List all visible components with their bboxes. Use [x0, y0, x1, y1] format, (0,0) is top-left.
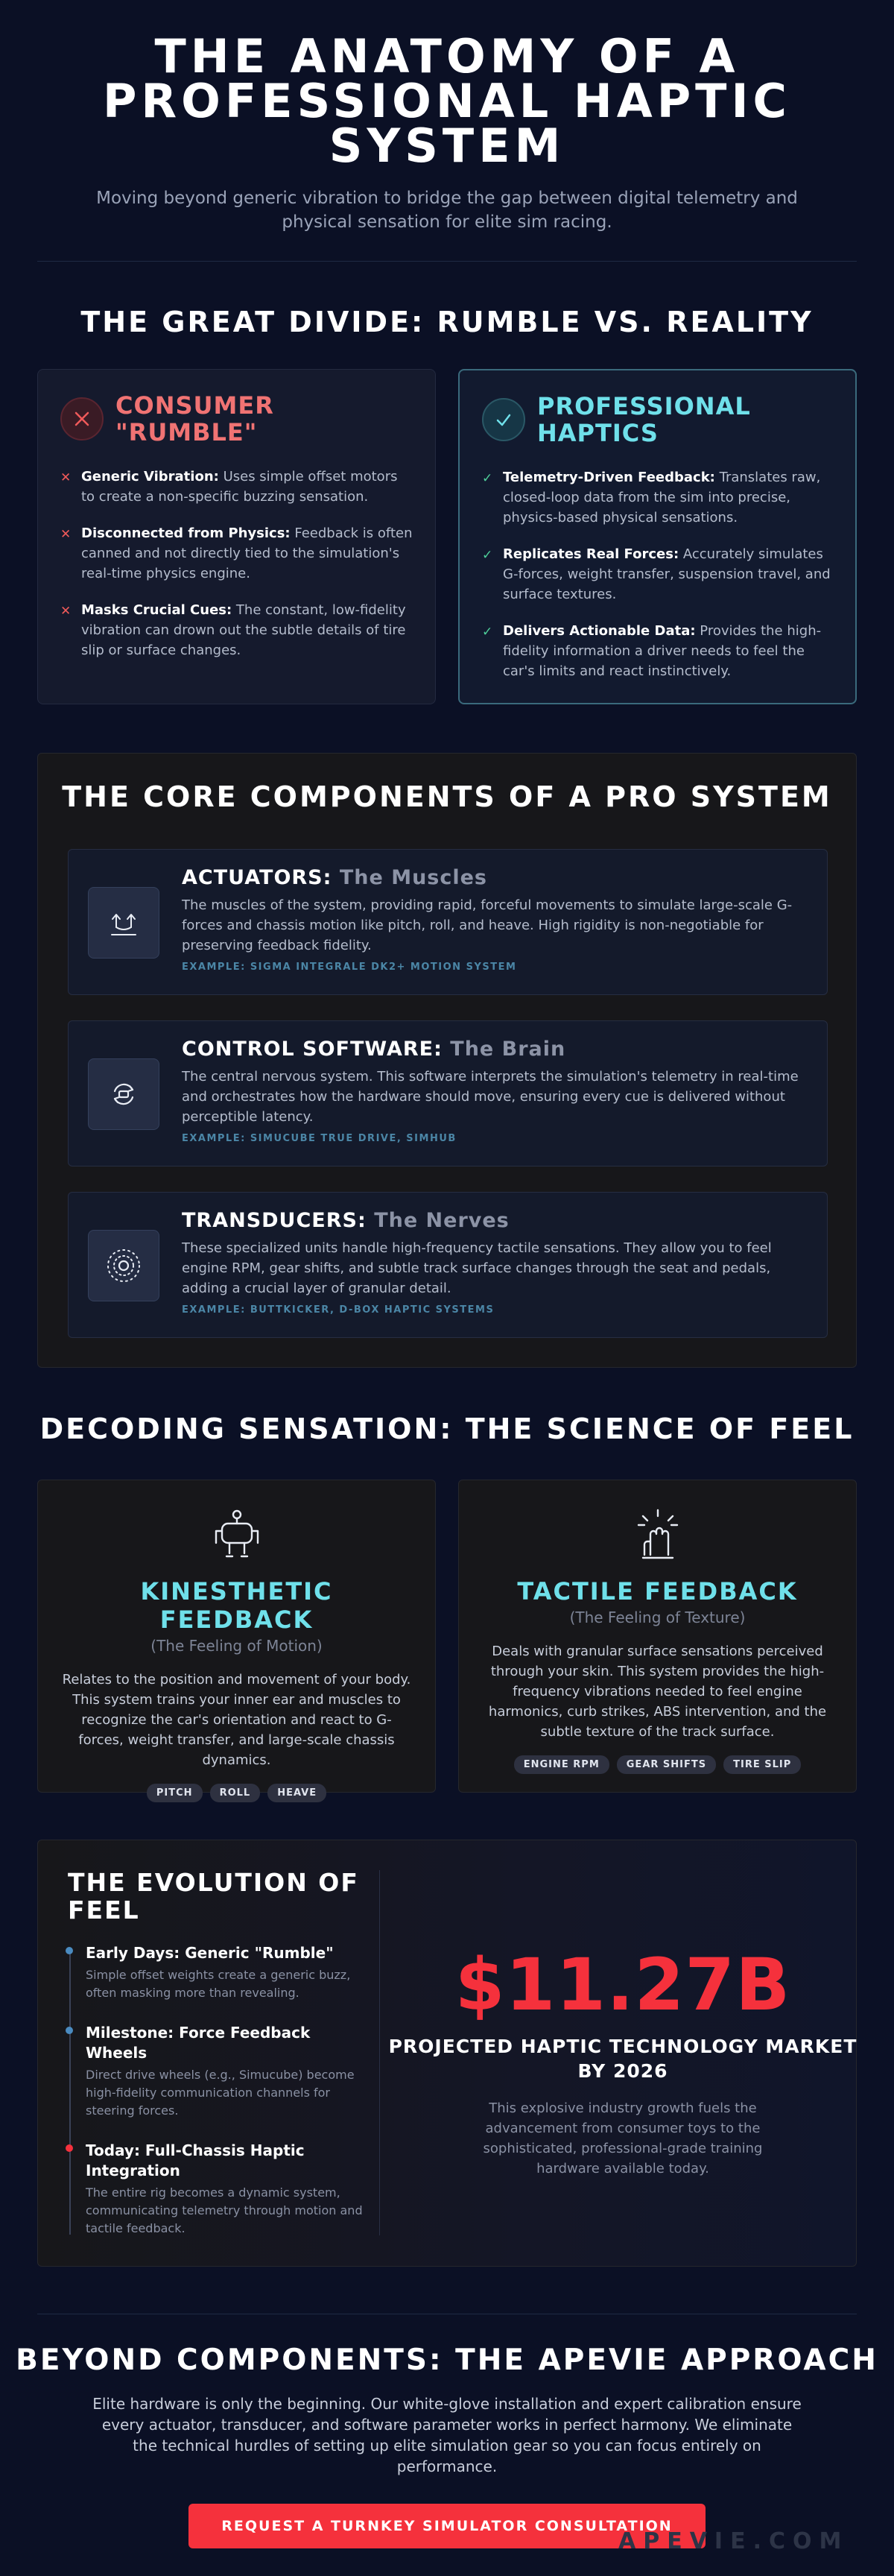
divider: [37, 261, 857, 262]
consultation-cta-button[interactable]: REQUEST A TURNKEY SIMULATOR CONSULTATION: [188, 2504, 705, 2548]
feel-card-title: TACTILE FEEDBACK: [517, 1577, 798, 1606]
component-example: EXAMPLE: BUTTKICKER, D-BOX HAPTIC SYSTEMS: [182, 1304, 495, 1316]
feel-card-title: KINESTHETIC FEEDBACK: [140, 1577, 333, 1634]
list-item: ✕ Disconnected from Physics: Feedback is often canned and not directly tied to the simulation's real-time physics engine.: [60, 525, 413, 581]
hero: [0, 0, 894, 262]
tag-list: [483, 1755, 832, 1774]
consumer-list: [60, 467, 413, 660]
page-subtitle: Moving beyond generic vibration to bridge the gap between digital telemetry and physical sensation for elite sim racing.: [96, 189, 798, 232]
evolution-title: THE EVOLUTION OF FEEL: [68, 1868, 359, 1925]
timeline-step: [86, 1943, 373, 2002]
feel-card-subtitle: (The Feeling of Motion): [150, 1637, 323, 1655]
kinesthetic-card: [37, 1480, 436, 1799]
list-item: ✕ Masks Crucial Cues: The constant, low-fidelity vibration can drown out the subtle details of tire slip or surface changes.: [60, 602, 406, 658]
x-mark-icon: ✕: [60, 604, 72, 619]
consumer-card-header: [60, 392, 413, 446]
feel-card-description: Relates to the position and movement of your body. This system trains your inner ear and muscles to recognize the car's orientation and react to G-forces, weight transfer, and large-scale chassis dynamics.: [62, 1672, 411, 1768]
control-software-body: [182, 1038, 808, 1144]
list-item: ✓ Telemetry-Driven Feedback: Translates raw, closed-loop data from the sim into precise, physics-based physical sensations.: [482, 470, 821, 525]
step-description: Direct drive wheels (e.g., Simucube) become high-fidelity communication channels for steering forces.: [86, 2068, 355, 2118]
divide-cards: [37, 369, 857, 704]
market-stat-panel: [388, 1840, 857, 2267]
check-mark-icon: ✓: [482, 625, 493, 640]
consumer-rumble-card: [37, 369, 436, 704]
beyond-section: [0, 2343, 894, 2548]
market-stat-description: This explosive industry growth fuels the advancement from consumer toys to the sophisticated, professional-grade training hardware available today.: [483, 2100, 763, 2176]
timeline-step: [86, 2023, 373, 2120]
feel-card-subtitle: (The Feeling of Texture): [569, 1609, 746, 1626]
timeline-dot: [66, 2144, 73, 2152]
vibration-icon: [88, 1230, 159, 1301]
market-stat-value: $11.27B: [454, 1943, 791, 2027]
transducers-body: [182, 1209, 808, 1316]
divide-title: THE GREAT DIVIDE: RUMBLE VS. REALITY: [80, 306, 814, 338]
core-title: THE CORE COMPONENTS OF A PRO SYSTEM: [62, 780, 832, 813]
check-icon: [482, 398, 525, 441]
component-title: ACTUATORS: The Muscles: [182, 866, 487, 889]
consumer-card-title: CONSUMER "RUMBLE": [115, 391, 274, 446]
feel-card-description: Deals with granular surface sensations perceived through your skin. This system provides the high-frequency vibrations needed to feel engine harmonics, curb strikes, ABS intervention, and the subtle texture of the track surface.: [488, 1644, 827, 1740]
page-title: THE ANATOMY OF A PROFESSIONAL HAPTIC SYSTEM: [102, 29, 792, 173]
actuators-card: [68, 849, 828, 995]
timeline-dot: [66, 2027, 73, 2034]
actuator-icon: [88, 887, 159, 959]
market-stat-label: PROJECTED HAPTIC TECHNOLOGY MARKET BY 2026: [388, 2036, 857, 2082]
robot-icon: [207, 1507, 267, 1562]
component-title: CONTROL SOFTWARE: The Brain: [182, 1038, 566, 1061]
component-title: TRANSDUCERS: The Nerves: [182, 1209, 510, 1232]
x-mark-icon: ✕: [60, 527, 72, 542]
tag: TIRE SLIP: [723, 1755, 801, 1774]
timeline-line: [69, 1948, 71, 2235]
x-mark-icon: ✕: [60, 470, 72, 485]
list-item: ✓ Replicates Real Forces: Accurately simulates G-forces, weight transfer, suspension travel, and surface textures.: [482, 546, 831, 602]
component-example: EXAMPLE: SIGMA INTEGRALE DK2+ MOTION SYSTEM: [182, 962, 517, 973]
component-description: These specialized units handle high-frequency tactile sensations. They allow you to feel engine RPM, gear shifts, and subtle track surface changes through the seat and pedals, adding a crucial layer of granular detail.: [182, 1240, 772, 1296]
evolution-section: [37, 1840, 857, 2267]
tag: PITCH: [147, 1784, 203, 1802]
science-title: DECODING SENSATION: THE SCIENCE OF FEEL: [39, 1412, 855, 1445]
beyond-title: BEYOND COMPONENTS: THE APEVIE APPROACH: [16, 2343, 878, 2377]
step-title: Early Days: Generic "Rumble": [86, 1944, 334, 1962]
sync-icon: [88, 1058, 159, 1130]
transducers-card: [68, 1192, 828, 1338]
x-icon: [60, 397, 104, 441]
timeline-step: [86, 2141, 373, 2238]
beyond-description: Elite hardware is only the beginning. Our white-glove installation and expert calibration ensure every actuator, transducer, and software parameter works in perfect harmony. We eliminate the technical hurdles of setting up elite simulation gear so you can focus entirely on performance.: [92, 2395, 802, 2475]
touch-icon: [628, 1507, 688, 1562]
divide-section: [0, 306, 894, 679]
tag: HEAVE: [267, 1784, 326, 1802]
tactile-card: [458, 1480, 857, 1793]
professional-haptics-card: [458, 369, 857, 704]
timeline-dot: [66, 1947, 73, 1954]
tag: ENGINE RPM: [514, 1755, 609, 1774]
list-item: ✕ Generic Vibration: Uses simple offset motors to create a non-specific buzzing sensation.: [60, 469, 398, 505]
tag: GEAR SHIFTS: [617, 1755, 716, 1774]
tag-list: [62, 1784, 411, 1802]
check-mark-icon: ✓: [482, 471, 493, 486]
step-description: The entire rig becomes a dynamic system, communicating telemetry through motion and tactile feedback.: [86, 2185, 363, 2235]
check-mark-icon: ✓: [482, 548, 493, 563]
timeline: [68, 1943, 373, 2238]
component-example: EXAMPLE: SIMUCUBE TRUE DRIVE, SIMHUB: [182, 1133, 457, 1144]
control-software-card: [68, 1020, 828, 1167]
pro-card-title: PROFESSIONAL HAPTICS: [537, 392, 751, 447]
component-description: The muscles of the system, providing rapid, forceful movements to simulate large-scale G-forces and chassis motion like pitch, roll, and heave. High rigidity is non-negotiable for preserving feedback fidelity.: [182, 897, 793, 953]
pro-list: [482, 467, 833, 681]
step-title: Milestone: Force Feedback Wheels: [86, 2024, 311, 2062]
evolution-timeline-panel: [68, 1869, 373, 2258]
evolution-divider: [379, 1870, 380, 2235]
tag: ROLL: [210, 1784, 261, 1802]
step-description: Simple offset weights create a generic buzz, often masking more than revealing.: [86, 1968, 351, 2000]
step-title: Today: Full-Chassis Haptic Integration: [86, 2141, 305, 2179]
core-components-section: [37, 753, 857, 1368]
list-item: ✓ Delivers Actionable Data: Provides the high-fidelity information a driver needs to feel the car's limits and react instinctively.: [482, 623, 822, 679]
pro-card-header: [482, 393, 833, 446]
component-description: The central nervous system. This software interprets the simulation's telemetry in real-time and orchestrates how the hardware should move, ensuring every cue is delivered without perceptible latency.: [182, 1069, 799, 1125]
actuators-body: [182, 866, 808, 973]
watermark: APEVIE.COM: [618, 2528, 849, 2554]
science-section: [0, 1412, 894, 1799]
